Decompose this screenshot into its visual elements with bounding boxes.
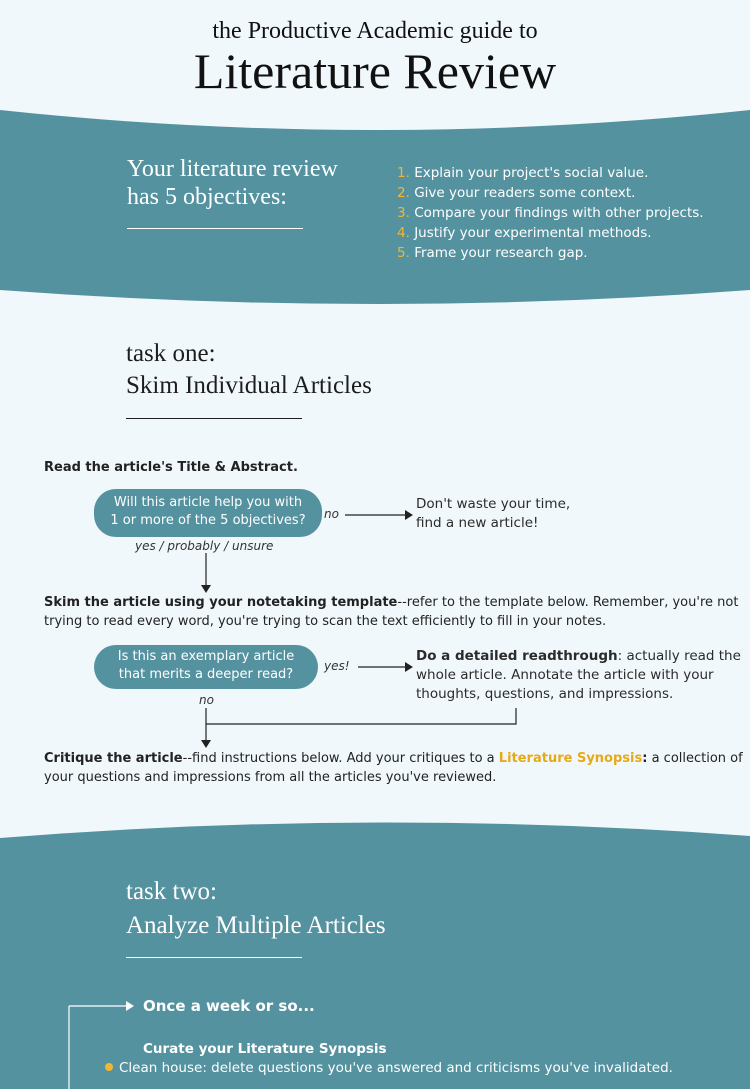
step-read-title — [44, 458, 298, 477]
readthrough-return-line — [206, 708, 516, 724]
question-exemplary-article — [94, 645, 318, 689]
question-line: 1 or more of the 5 objectives? — [110, 513, 306, 528]
question-help-objectives — [94, 489, 322, 537]
objective-item — [397, 163, 704, 183]
step-skim-line1 — [44, 593, 738, 612]
page-subtitle: the Productive Academic guide to — [212, 18, 538, 44]
objective-text: Compare your findings with other projects. — [414, 205, 704, 221]
objectives-heading-line1: Your literature review — [127, 156, 338, 182]
curate-synopsis-heading: Curate your Literature Synopsis — [143, 1041, 387, 1057]
question-line: Is this an exemplary article — [117, 649, 295, 664]
objective-item — [397, 183, 704, 203]
q2-yes-label: yes! — [324, 659, 350, 673]
readthrough-rest: : actually read the — [617, 648, 741, 664]
objectives-list — [397, 163, 704, 263]
task-two-divider — [126, 957, 302, 958]
literature-synopsis-highlight: Literature Synopsis — [498, 751, 643, 766]
note-line: find a new article! — [416, 515, 539, 531]
objective-item — [397, 203, 704, 223]
arrowhead — [201, 740, 211, 748]
weekly-label: Once a week or so... — [143, 997, 315, 1015]
step-skim-line2: trying to read every word, you're trying to scan the text efficiently to fill in your notes. — [44, 614, 607, 629]
objectives-divider — [127, 228, 303, 229]
objective-number: 2. — [397, 185, 410, 201]
step-skim-bold: Skim the article using your notetaking template — [44, 595, 398, 610]
objective-text: Explain your project's social value. — [414, 165, 649, 181]
step-critique-line1 — [44, 749, 743, 768]
step-read-title-text: Read the article's Title & Abstract. — [44, 460, 298, 475]
step-skim-article — [44, 593, 738, 631]
step-critique-colon: : — [642, 751, 648, 766]
question-line: that merits a deeper read? — [118, 667, 294, 682]
question-line: Will this article help you with — [113, 495, 303, 510]
step-skim-rest: --refer to the template below. Remember, you're not — [397, 595, 739, 610]
objectives-heading-line2: has 5 objectives: — [127, 184, 287, 210]
task-two-title: Analyze Multiple Articles — [126, 912, 386, 939]
note-line: thoughts, questions, and impressions. — [416, 686, 674, 702]
step-critique-line2: your questions and impressions from all the articles you've reviewed. — [44, 770, 497, 785]
objectives-heading — [127, 155, 387, 211]
objective-item — [397, 223, 704, 243]
clean-house-bullet — [105, 1060, 673, 1076]
note-line: whole article. Annotate the article with your — [416, 667, 714, 683]
task-two-label: task two: — [126, 878, 217, 905]
note-line — [416, 647, 741, 666]
bullet-dot — [105, 1063, 113, 1071]
task-one-label: task one: — [126, 340, 216, 367]
arrowhead — [405, 510, 413, 520]
step-critique-bold: Critique the article — [44, 751, 183, 766]
page-title: Literature Review — [193, 43, 557, 99]
bullet-text: Clean house: delete questions you've answered and criticisms you've invalidated. — [119, 1060, 673, 1076]
objective-number: 4. — [397, 225, 410, 241]
step-critique-article — [44, 749, 743, 787]
task-one-divider — [126, 418, 302, 419]
detailed-readthrough-note — [416, 647, 741, 704]
objective-text: Give your readers some context. — [414, 185, 636, 201]
objective-number: 1. — [397, 165, 410, 181]
objective-text: Justify your experimental methods. — [414, 225, 652, 241]
objective-item — [397, 243, 704, 263]
q1-yes-label: yes / probably / unsure — [135, 539, 274, 553]
dont-waste-time-note — [416, 495, 570, 533]
note-line: Don't waste your time, — [416, 496, 571, 512]
arrowhead — [201, 585, 211, 593]
q2-no-label: no — [199, 693, 214, 707]
step-critique-tail: a collection of — [647, 751, 743, 766]
task-one-title: Skim Individual Articles — [126, 372, 372, 399]
step-critique-rest: --find instructions below. Add your critiques to a — [182, 751, 499, 766]
objective-number: 3. — [397, 205, 410, 221]
arrowhead — [405, 662, 413, 672]
objective-number: 5. — [397, 245, 410, 261]
objective-text: Frame your research gap. — [414, 245, 588, 261]
readthrough-bold: Do a detailed readthrough — [416, 648, 618, 664]
q1-no-label: no — [324, 507, 339, 521]
